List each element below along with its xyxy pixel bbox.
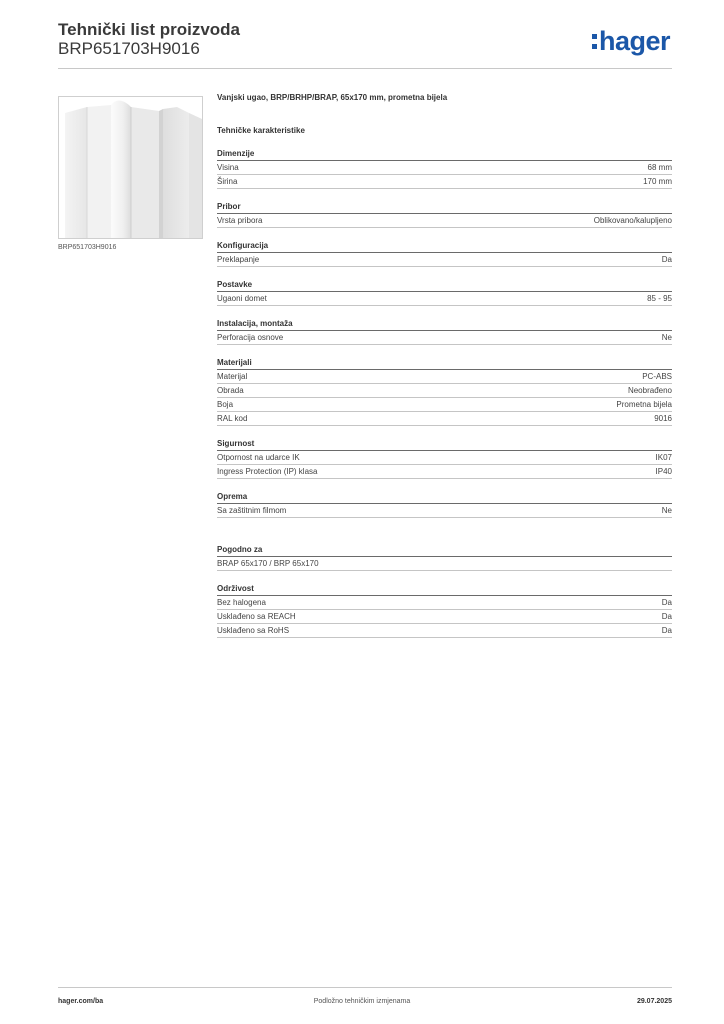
- spec-label: Materijal: [217, 372, 248, 381]
- spec-label: Otpornost na udarce IK: [217, 453, 300, 462]
- spec-groups: [217, 148, 672, 638]
- spec-group: [217, 279, 672, 306]
- footer-divider: [58, 987, 672, 988]
- image-caption: BRP651703H9016: [58, 244, 117, 251]
- spec-row: [217, 398, 672, 412]
- spec-value: Ne: [661, 333, 672, 342]
- spec-label: RAL kod: [217, 414, 248, 423]
- spec-label: Perforacija osnove: [217, 333, 284, 342]
- spec-group: [217, 318, 672, 345]
- spec-label: Obrada: [217, 386, 244, 395]
- spec-value: Neobrađeno: [627, 386, 672, 395]
- spec-row: [217, 331, 672, 345]
- spec-group-title: Održivost: [217, 583, 672, 596]
- spec-row: [217, 370, 672, 384]
- footer-website: hager.com/ba: [58, 998, 104, 1005]
- spec-row: [217, 624, 672, 638]
- spec-value: Da: [661, 612, 672, 621]
- spec-group-title: Materijali: [217, 357, 672, 370]
- spec-value: Da: [661, 255, 672, 264]
- spec-row: [217, 504, 672, 518]
- section-gap: [217, 518, 672, 532]
- logo-mark-icon: [592, 26, 597, 56]
- spec-group: [217, 438, 672, 479]
- spec-value: IP40: [655, 467, 672, 476]
- spec-row: [217, 451, 672, 465]
- spec-row: [217, 610, 672, 624]
- spec-value: Da: [661, 626, 672, 635]
- spec-row: [217, 557, 672, 571]
- spec-label: Preklapanje: [217, 255, 260, 264]
- product-description: Vanjski ugao, BRP/BRHP/BRAP, 65x170 mm, prometna bijela: [217, 93, 448, 102]
- spec-label: Visina: [217, 163, 239, 172]
- footer-note: Podložno tehničkim izmjenama: [313, 998, 411, 1005]
- spec-label: Boja: [217, 400, 234, 409]
- spec-row: [217, 214, 672, 228]
- spec-row: [217, 292, 672, 306]
- header-divider: [58, 68, 672, 69]
- footer-date: 29.07.2025: [636, 998, 672, 1005]
- spec-group-title: Postavke: [217, 279, 672, 292]
- spec-label: Bez halogena: [217, 598, 266, 607]
- page-title: Tehnički list proizvoda: [58, 20, 240, 39]
- spec-label: Ugaoni domet: [217, 294, 267, 303]
- spec-value: Oblikovano/kalupljeno: [593, 216, 672, 225]
- spec-label: Sa zaštitnim filmom: [217, 506, 287, 515]
- spec-row: [217, 412, 672, 426]
- spec-group: [217, 240, 672, 267]
- spec-group: [217, 357, 672, 426]
- spec-value: 9016: [654, 414, 672, 423]
- product-code: BRP651703H9016: [58, 39, 200, 58]
- spec-label: Vrsta pribora: [217, 216, 263, 225]
- product-image: [58, 96, 203, 239]
- spec-group-title: Oprema: [217, 491, 672, 504]
- spec-label: Usklađeno sa RoHS: [217, 626, 290, 635]
- spec-group: [217, 583, 672, 638]
- spec-value: Ne: [661, 506, 672, 515]
- spec-value: Prometna bijela: [616, 400, 672, 409]
- spec-group-title: Konfiguracija: [217, 240, 672, 253]
- spec-label: Ingress Protection (IP) klasa: [217, 467, 318, 476]
- spec-row: [217, 253, 672, 267]
- spec-value: 85 - 95: [647, 294, 672, 303]
- spec-value: PC-ABS: [642, 372, 672, 381]
- spec-group: [217, 148, 672, 189]
- spec-row: [217, 384, 672, 398]
- spec-content: [217, 92, 672, 638]
- spec-group: [217, 201, 672, 228]
- spec-row: [217, 596, 672, 610]
- spec-label: Usklađeno sa REACH: [217, 612, 296, 621]
- spec-row: [217, 465, 672, 479]
- spec-group: [217, 544, 672, 571]
- spec-value: Da: [661, 598, 672, 607]
- spec-group-title: Sigurnost: [217, 438, 672, 451]
- spec-value: IK07: [655, 453, 672, 462]
- spec-label: Širina: [217, 177, 238, 186]
- spec-group: [217, 491, 672, 518]
- spec-value: 68 mm: [647, 163, 672, 172]
- spec-group-title: Dimenzije: [217, 148, 672, 161]
- hager-logo: [592, 26, 670, 56]
- spec-label: BRAP 65x170 / BRP 65x170: [217, 559, 319, 568]
- spec-value: 170 mm: [643, 177, 672, 186]
- logo-text: hager: [599, 26, 671, 56]
- section-title: Tehničke karakteristike: [217, 126, 305, 135]
- spec-row: [217, 161, 672, 175]
- spec-group-title: Pribor: [217, 201, 672, 214]
- corner-profile-illustration: [59, 97, 202, 238]
- spec-group-title: Instalacija, montaža: [217, 318, 672, 331]
- spec-group-title: Pogodno za: [217, 544, 672, 557]
- spec-row: [217, 175, 672, 189]
